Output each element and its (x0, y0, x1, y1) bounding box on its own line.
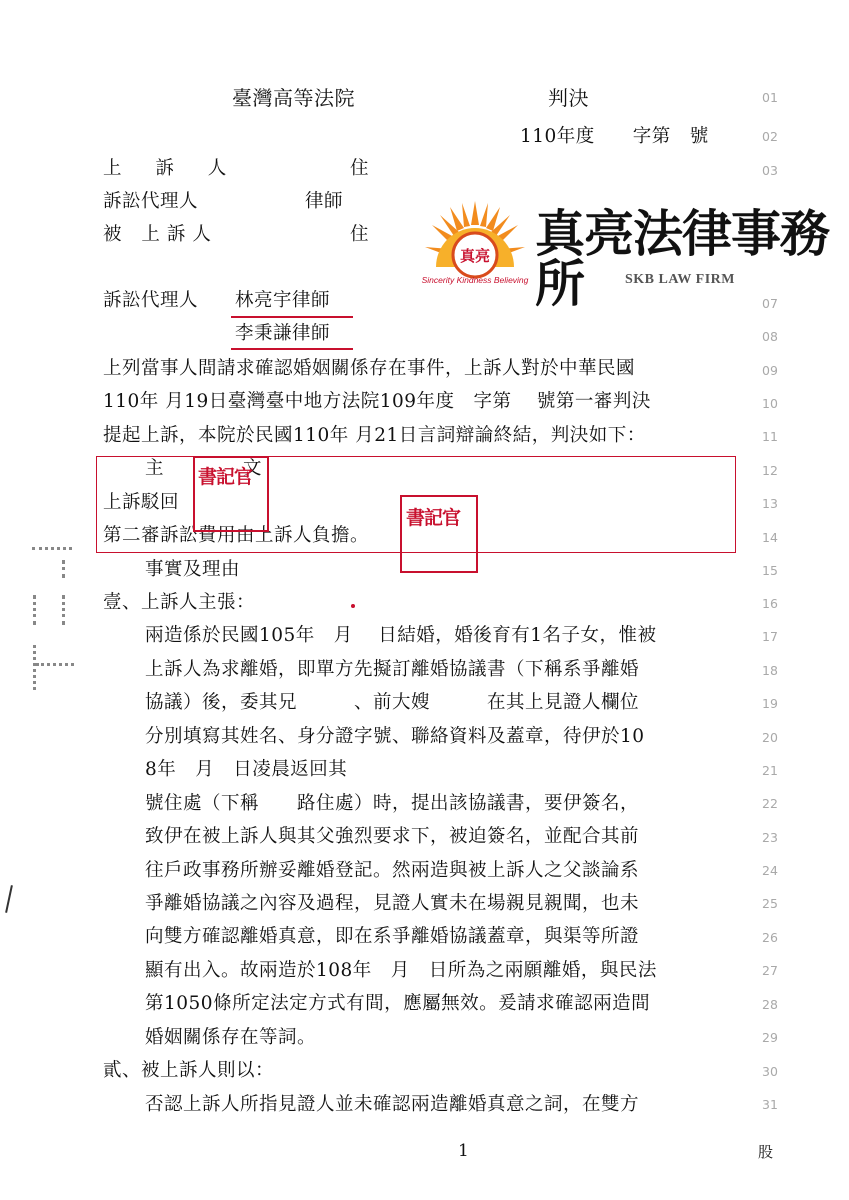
sun-emblem-icon (420, 195, 530, 295)
section-1-line: 8年 月 日凌晨返回其 (145, 759, 348, 780)
logo-badge-text: 真亮 (459, 247, 491, 265)
line-number: 18 (762, 663, 778, 678)
clerk-stamp-2 (400, 495, 478, 573)
line-number: 01 (762, 90, 778, 105)
perforation-mark-3 (33, 595, 36, 625)
clerk-stamp-2-text: 書記官 (406, 507, 461, 529)
ruling-heading-1: 主 (145, 458, 165, 479)
appellee-agent-2: 李秉謙律師 (235, 323, 331, 344)
section-1-line: 往戶政事務所辦妥離婚登記。然兩造與被上訴人之父談論系 (145, 860, 640, 881)
line-number: 08 (762, 329, 778, 344)
line-number: 10 (762, 396, 778, 411)
line-number: 26 (762, 930, 778, 945)
section-2-line: 否認上訴人所指見證人並未確認兩造離婚真意之詞，在雙方 (145, 1094, 640, 1115)
section-1-line: 上訴人為求離婚，即單方先擬訂離婚協議書（下稱系爭離婚 (145, 659, 640, 680)
line-number: 15 (762, 563, 778, 578)
underline-agent-2 (231, 348, 353, 350)
appellee-agent-1: 林亮宇律師 (235, 290, 331, 311)
facts-heading: 事實及理由 (145, 559, 241, 580)
law-firm-name: 真亮法律事務所 (535, 204, 829, 313)
line-number: 07 (762, 296, 778, 311)
line-number: 27 (762, 963, 778, 978)
section-2-title: 貳、被上訴人則以： (103, 1060, 275, 1081)
perforation-mark-4 (62, 595, 65, 625)
line-number: 16 (762, 596, 778, 611)
section-1-line: 婚姻關係存在等詞。 (145, 1027, 317, 1048)
perforation-mark-5 (33, 645, 36, 690)
logo-ring-text: Sincerity Kindness Believing (421, 275, 529, 285)
section-1-line: 協議）後，委其兄 、前大嫂 在其上見證人欄位 (145, 692, 640, 713)
appellant-label: 上 訴 人 (103, 158, 241, 179)
appellee-address: 住 (350, 224, 370, 245)
line-number: 24 (762, 863, 778, 878)
underline-agent-1 (231, 316, 353, 318)
appellant-agent-title: 律師 (305, 191, 344, 212)
line-number: 17 (762, 629, 778, 644)
perforation-mark-1 (32, 547, 72, 550)
line-number: 12 (762, 463, 778, 478)
section-1-line: 兩造係於民國105年 月 日結婚，婚後育有1名子女，惟被 (145, 625, 657, 646)
line-number: 22 (762, 796, 778, 811)
section-1-line: 致伊在被上訴人與其父強烈要求下，被迫簽名，並配合其前 (145, 826, 640, 847)
appellant-agent-label: 訴訟代理人 (103, 191, 199, 212)
perforation-mark-6 (36, 663, 74, 666)
case-number: 110年度 字第 號 (520, 126, 709, 147)
section-1-title: 壹、上訴人主張： (103, 592, 256, 613)
line-number: 28 (762, 997, 778, 1012)
intro-line-2: 110年 月19日臺灣臺中地方法院109年度 字第 號第一審判決 (103, 391, 651, 412)
line-number: 03 (762, 163, 778, 178)
section-1-line: 分別填寫其姓名、身分證字號、聯絡資料及蓋章，待伊於10 (145, 726, 645, 747)
section-1-line: 爭離婚協議之內容及過程，見證人實未在場親見親聞，也未 (145, 893, 640, 914)
section-1-line: 向雙方確認離婚真意，即在系爭離婚協議蓋章，與渠等所證 (145, 926, 640, 947)
line-number: 31 (762, 1097, 778, 1112)
line-number: 14 (762, 530, 778, 545)
section-1-line: 第1050條所定法定方式有間，應屬無效。爰請求確認兩造間 (145, 993, 651, 1014)
appellant-address: 住 (350, 158, 370, 179)
division-label: 股 (758, 1143, 774, 1161)
line-number: 30 (762, 1064, 778, 1079)
line-number: 29 (762, 1030, 778, 1045)
page-number: 1 (458, 1141, 470, 1161)
clerk-stamp-1 (193, 456, 269, 532)
ruling-line-2: 第二審訴訟費用由上訴人負擔。 (103, 525, 370, 546)
line-number: 02 (762, 129, 778, 144)
red-dot-mark (351, 604, 355, 608)
law-firm-logo (420, 195, 840, 313)
section-1-line: 顯有出入。故兩造於108年 月 日所為之兩願離婚，與民法 (145, 960, 657, 981)
line-number: 11 (762, 429, 778, 444)
line-number: 13 (762, 496, 778, 511)
appellee-label: 被 上訴人 (103, 224, 218, 245)
line-number: 20 (762, 730, 778, 745)
ruling-line-1: 上訴駁回 (103, 492, 180, 513)
intro-line-1: 上列當事人間請求確認婚姻關係存在事件，上訴人對於中華民國 (103, 358, 636, 379)
intro-line-3: 提起上訴，本院於民國110年 月21日言詞辯論終結，判決如下： (103, 425, 646, 446)
clerk-stamp-1-text: 書記官 (198, 466, 253, 488)
section-1-line: 號住處（下稱 路住處）時，提出該協議書，要伊簽名， (145, 793, 640, 814)
line-number: 21 (762, 763, 778, 778)
scan-mark (5, 885, 13, 913)
appellee-agent-label: 訴訟代理人 (103, 290, 199, 311)
line-number: 23 (762, 830, 778, 845)
line-number: 19 (762, 696, 778, 711)
perforation-mark-2 (62, 560, 65, 578)
line-number: 25 (762, 896, 778, 911)
court-name: 臺灣高等法院 (232, 86, 355, 110)
ruling-heading-2: 文 (243, 458, 263, 479)
document-type: 判決 (548, 86, 589, 110)
line-number: 09 (762, 363, 778, 378)
law-firm-name-en: SKB LAW FIRM (625, 272, 735, 287)
